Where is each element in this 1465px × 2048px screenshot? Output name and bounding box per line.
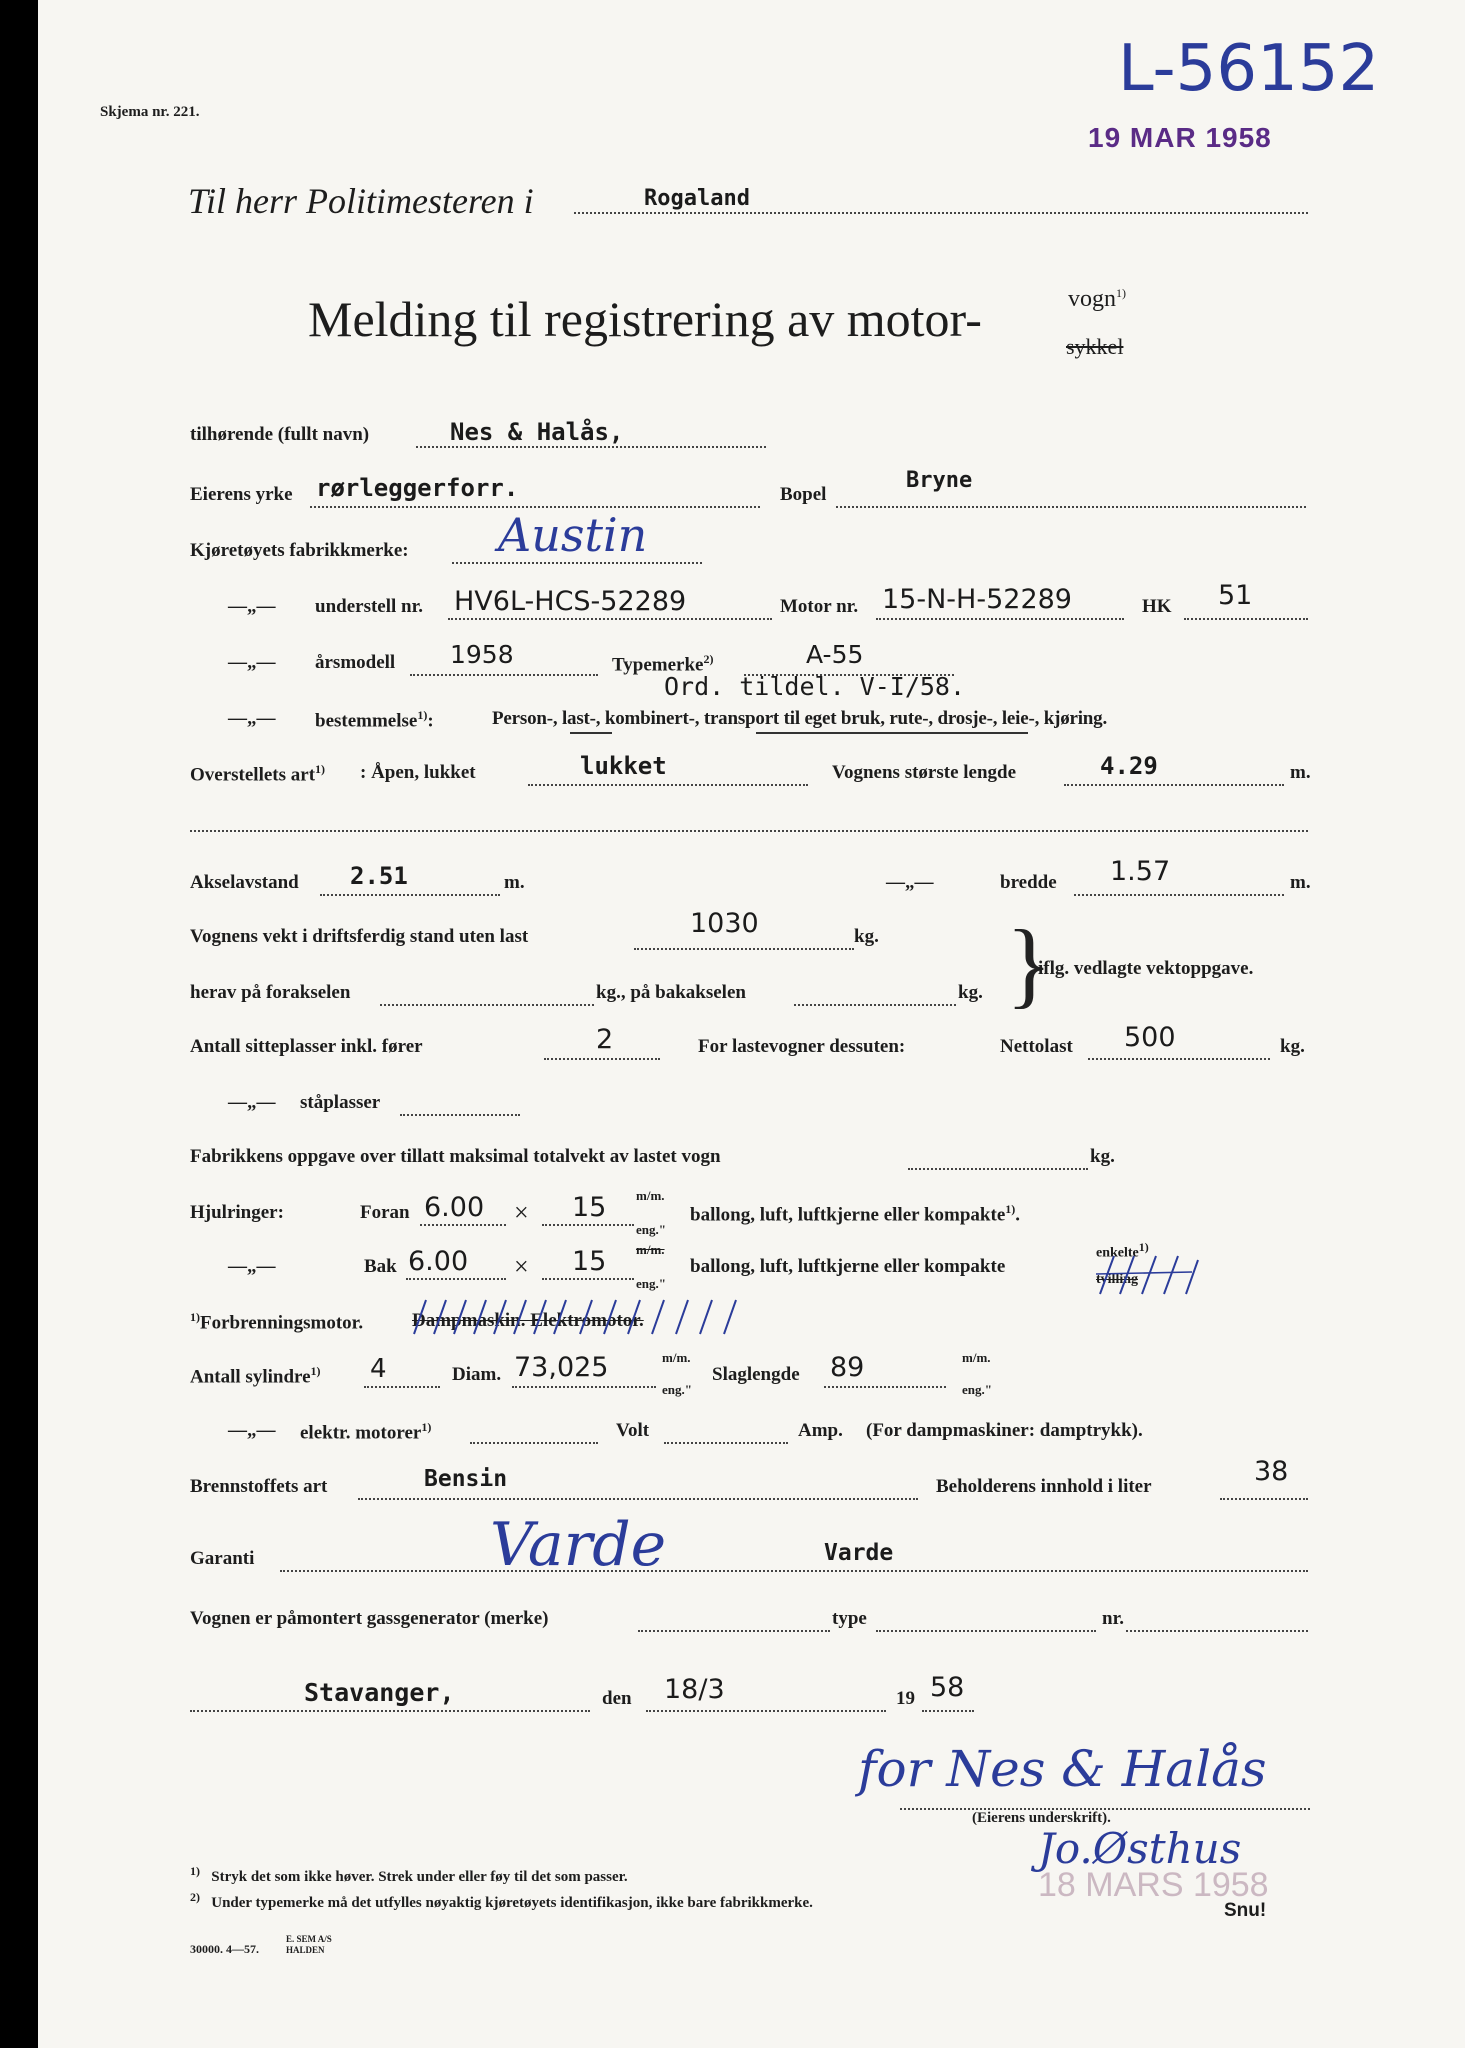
steam-label: (For dampmaskiner: damptrykk). bbox=[866, 1420, 1143, 1441]
rear-axle-unit: kg. bbox=[958, 982, 983, 1003]
mm-label: m/m. bbox=[662, 1350, 691, 1365]
purpose-label: bestemmelse$^{1)}$: bbox=[315, 708, 434, 732]
motor-label: Motor nr. bbox=[780, 596, 859, 617]
year-suffix: 58 bbox=[930, 1672, 965, 1703]
weight-note: iflg. vedlagte vektoppgave. bbox=[1038, 958, 1254, 979]
chassis-value: HV6L-HCS-52289 bbox=[454, 586, 687, 617]
received-date-stamp: 19 MAR 1958 bbox=[1088, 122, 1272, 153]
motor-value: 15-N-H-52289 bbox=[882, 584, 1072, 615]
footnote-1: $^{1)}$ Stryk det som ikke høver. Strek under eller føy til det som passer. bbox=[190, 1864, 628, 1885]
footnote-2: $^{2)}$ Under typemerke må det utfylles nøyaktig kjøretøyets identifikasjon, ikke bare fabrikkmerke. bbox=[190, 1890, 813, 1911]
hp-label: HK bbox=[1142, 596, 1172, 617]
seats-label: Antall sitteplasser inkl. fører bbox=[190, 1036, 423, 1057]
amp-label: Amp. bbox=[798, 1420, 843, 1441]
title-vogn: vogn$^{1)}$ bbox=[1068, 286, 1126, 312]
maxweight-label: Fabrikkens oppgave over tillatt maksimal totalvekt av lastet vogn bbox=[190, 1146, 721, 1167]
eng-label: eng." bbox=[636, 1222, 666, 1237]
weight-value: 1030 bbox=[690, 908, 759, 939]
times-sign: × bbox=[514, 1198, 529, 1227]
hp-value: 51 bbox=[1218, 580, 1253, 611]
rear-tyre-types: ballong, luft, luftkjerne eller kompakte bbox=[690, 1256, 1006, 1277]
ditto-mark: —„— bbox=[228, 652, 276, 673]
cargo-label: For lastevogner dessuten: bbox=[698, 1036, 906, 1057]
fuel-value: Bensin bbox=[424, 1466, 508, 1492]
eng-label: eng." bbox=[636, 1276, 666, 1291]
front-width-value: 6.00 bbox=[424, 1192, 485, 1223]
year-prefix: 19 bbox=[896, 1688, 915, 1709]
signature-company: for Nes & Halås bbox=[858, 1740, 1267, 1798]
cyl-value: 4 bbox=[370, 1354, 387, 1384]
gas-label: Vognen er påmontert gassgenerator (merke) bbox=[190, 1608, 549, 1629]
brace: } bbox=[1006, 910, 1053, 1017]
eng-label: eng." bbox=[662, 1382, 692, 1397]
owner-label: tilhørende (fullt navn) bbox=[190, 424, 370, 445]
width-value: 1.57 bbox=[1110, 856, 1171, 887]
tank-label: Beholderens innhold i liter bbox=[936, 1476, 1152, 1497]
front-label: Foran bbox=[360, 1202, 410, 1223]
times-sign: × bbox=[514, 1252, 529, 1281]
mm-label: m/m. bbox=[962, 1350, 991, 1365]
weight-label: Vognens vekt i driftsferdig stand uten last bbox=[190, 926, 529, 947]
model-year-value: 1958 bbox=[450, 640, 514, 669]
axle-unit: m. bbox=[504, 872, 525, 893]
gas-type-label: type bbox=[832, 1608, 867, 1629]
cyl-label: Antall sylindre$^{1)}$ bbox=[190, 1364, 321, 1388]
addressee-value: Rogaland bbox=[644, 186, 750, 211]
guarantee-handwritten: Varde bbox=[490, 1510, 667, 1580]
bore-label: Diam. bbox=[452, 1364, 502, 1385]
body-options: : Åpen, lukket bbox=[360, 762, 476, 783]
bore-value: 73,025 bbox=[514, 1352, 609, 1383]
length-label: Vognens største lengde bbox=[832, 762, 1017, 783]
turn-over-label: Snu! bbox=[1224, 1900, 1267, 1921]
rear-rim-value: 15 bbox=[572, 1246, 607, 1277]
front-rim-value: 15 bbox=[572, 1192, 607, 1223]
width-label: bredde bbox=[1000, 872, 1057, 893]
front-axle-label: herav på forakselen bbox=[190, 982, 351, 1003]
type-value: A-55 bbox=[806, 640, 864, 669]
file-number: L-56152 bbox=[1118, 32, 1380, 106]
double-label: tvilling bbox=[1096, 1272, 1139, 1287]
residence-value: Bryne bbox=[906, 468, 973, 493]
make-label: Kjøretøyets fabrikkmerke: bbox=[190, 540, 409, 561]
form-number: Skjema nr. 221. bbox=[100, 104, 200, 120]
order-note: Ord. tildel. V-I/58. bbox=[664, 672, 966, 701]
engine-struck: Dampmaskin. Elektromotor. bbox=[412, 1310, 644, 1331]
type-label: Typemerke$^{2)}$ bbox=[612, 652, 714, 676]
stroke-value: 89 bbox=[830, 1352, 865, 1383]
standing-label: ståplasser bbox=[300, 1092, 381, 1113]
den-label: den bbox=[602, 1688, 632, 1709]
registration-form bbox=[38, 0, 1465, 2048]
single-label: enkelte$^{1)}$ bbox=[1096, 1240, 1149, 1261]
guarantee-typed: Varde bbox=[824, 1540, 894, 1566]
front-tyre-types: ballong, luft, luftkjerne eller kompakte$^{1)}$. bbox=[690, 1202, 1021, 1226]
addressee-label: Til herr Politimesteren i bbox=[188, 181, 534, 221]
signature-caption: (Eierens underskrift). bbox=[972, 1810, 1111, 1826]
electric-label: elektr. motorer$^{1)}$ bbox=[300, 1420, 432, 1444]
occupation-label: Eierens yrke bbox=[190, 484, 293, 505]
netload-value: 500 bbox=[1124, 1022, 1176, 1053]
purpose-options: Person-, last-, kombinert-, transport til eget bruk, rute-, drosje-, leie-, kjøring. bbox=[492, 708, 1108, 729]
title-sykkel: sykkel bbox=[1066, 334, 1124, 359]
owner-value: Nes & Halås, bbox=[450, 418, 624, 446]
tank-value: 38 bbox=[1254, 1456, 1289, 1487]
model-year-label: årsmodell bbox=[315, 652, 396, 673]
volt-label: Volt bbox=[616, 1420, 650, 1441]
rear-label: Bak bbox=[364, 1256, 397, 1277]
chassis-label: understell nr. bbox=[315, 596, 424, 617]
make-value: Austin bbox=[498, 508, 648, 562]
gas-nr-label: nr. bbox=[1102, 1608, 1125, 1629]
printer-name: E. SEM A/S HALDEN bbox=[286, 1934, 332, 1955]
fuel-label: Brennstoffets art bbox=[190, 1476, 328, 1497]
ditto-mark: —„— bbox=[228, 1092, 276, 1113]
length-value: 4.29 bbox=[1100, 752, 1158, 780]
page-title: Melding til registrering av motor- bbox=[308, 291, 982, 347]
ditto-mark: —„— bbox=[228, 596, 276, 617]
ditto-mark: —„— bbox=[228, 708, 276, 729]
ditto-mark: —„— bbox=[886, 872, 934, 893]
maxweight-unit: kg. bbox=[1090, 1146, 1115, 1167]
residence-label: Bopel bbox=[780, 484, 827, 505]
eng-label: eng." bbox=[962, 1382, 992, 1397]
length-unit: m. bbox=[1290, 762, 1311, 783]
tyres-label: Hjulringer: bbox=[190, 1202, 284, 1223]
body-value: lukket bbox=[580, 752, 667, 780]
hand-strike-marks bbox=[1092, 1250, 1202, 1298]
mm-label: m/m. bbox=[636, 1242, 665, 1257]
width-unit: m. bbox=[1290, 872, 1311, 893]
mm-label: m/m. bbox=[636, 1188, 665, 1203]
netload-label: Nettolast bbox=[1000, 1036, 1073, 1057]
netload-unit: kg. bbox=[1280, 1036, 1305, 1057]
axle-label: Akselavstand bbox=[190, 872, 299, 893]
place-value: Stavanger, bbox=[304, 1678, 455, 1707]
rear-width-value: 6.00 bbox=[408, 1246, 469, 1277]
engine-strike-marks bbox=[408, 1296, 768, 1338]
signature-signer: Jo.Østhus bbox=[1038, 1824, 1242, 1873]
printer-code: 30000. 4—57. bbox=[190, 1942, 259, 1956]
occupation-value: rørleggerforr. bbox=[316, 474, 519, 502]
weight-unit: kg. bbox=[854, 926, 879, 947]
guarantee-label: Garanti bbox=[190, 1548, 255, 1569]
stroke-label: Slaglengde bbox=[712, 1364, 800, 1385]
axle-value: 2.51 bbox=[350, 862, 408, 890]
date-value: 18/3 bbox=[664, 1674, 725, 1705]
rear-axle-label: kg., på bakakselen bbox=[596, 982, 746, 1003]
body-label: Overstellets art$^{1)}$ bbox=[190, 762, 326, 786]
engine-label: $^{1)}$Forbrenningsmotor. bbox=[190, 1310, 364, 1334]
footer-date-stamp: 18 MARS 1958 bbox=[1038, 1866, 1269, 1904]
seats-value: 2 bbox=[596, 1024, 614, 1055]
ditto-mark: —„— bbox=[228, 1256, 276, 1277]
ditto-mark: —„— bbox=[228, 1420, 276, 1441]
